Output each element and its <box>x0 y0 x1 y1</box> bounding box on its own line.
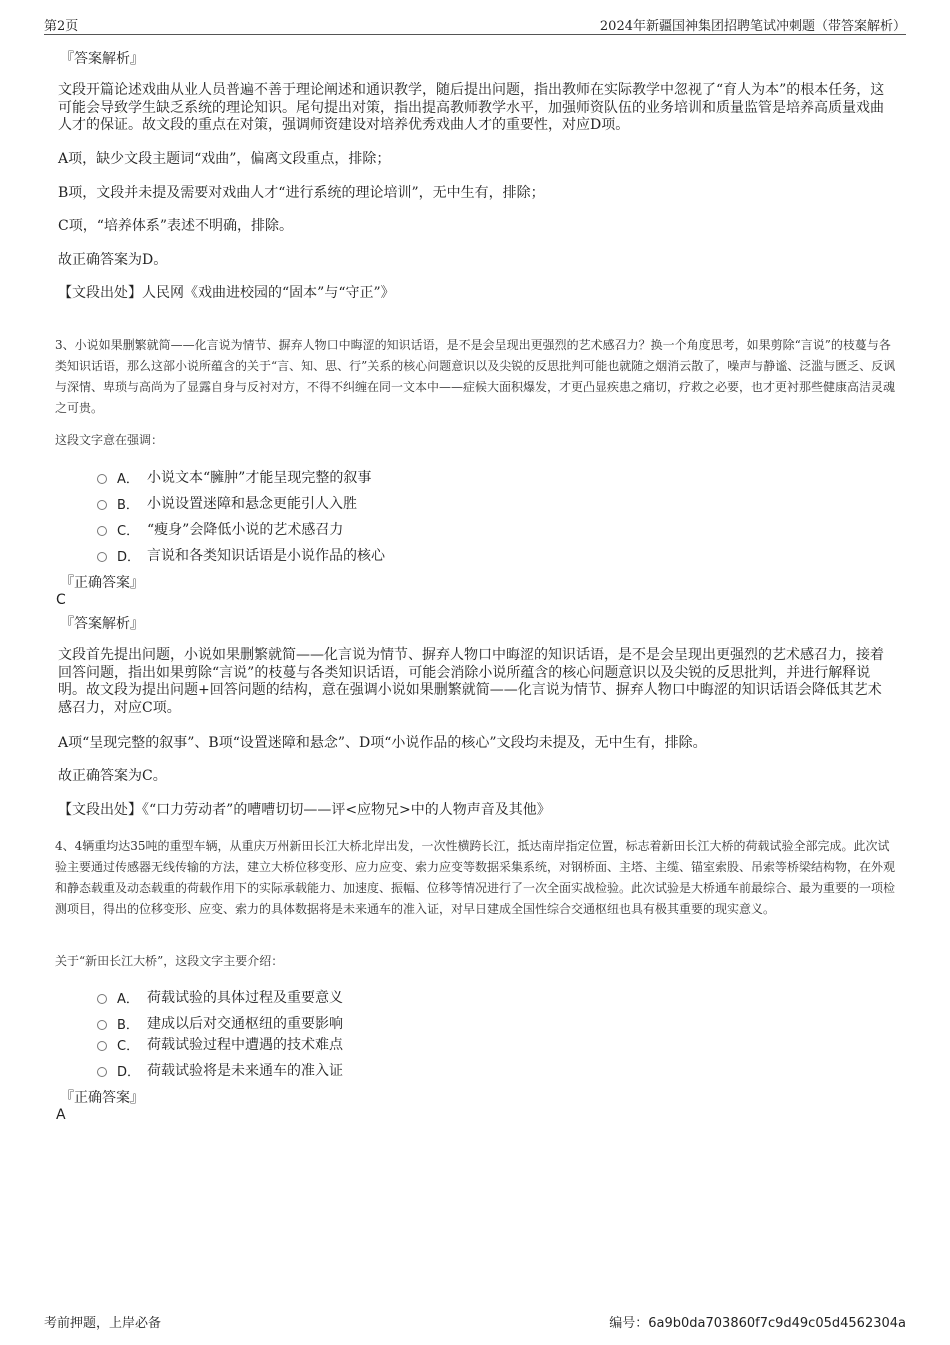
option-text: 建成以后对交通枢纽的重要影响 <box>147 1016 343 1032</box>
radio-icon[interactable] <box>97 1020 107 1030</box>
option-letter: A． <box>117 991 139 1007</box>
option-text: 荷载试验过程中遭遇的技术难点 <box>147 1037 343 1053</box>
radio-icon[interactable] <box>97 994 107 1004</box>
analysis-text: 文段首先提出问题，小说如果删繁就简——化言说为情节、摒弃人物口中晦涩的知识话语，是不是会呈现出更强烈的艺术感召力，接着回答问题，指出如果剪除“言说”的枝蔓与各类知识话语，可能会消除小说所蕴含的核心问题意识以及尖锐的反思批判，并进行解释说明。故文段为提出问题+回答问题的结构，意在强调小说如果删繁就简——化言说为情节、摒弃人物口中晦涩的知识话语会降低其艺术感召力，对应C项。 <box>58 647 884 716</box>
radio-icon[interactable] <box>97 552 107 562</box>
page-header <box>44 14 906 35</box>
footer-slogan: 考前押题，上岸必备 <box>44 1316 162 1331</box>
source-citation: 【文段出处】人民网《戏曲进校园的“固本”与“守正”》 <box>58 285 395 301</box>
radio-icon[interactable] <box>97 474 107 484</box>
option-text: 荷载试验将是未来通车的准入证 <box>147 1063 343 1079</box>
answer-conclusion: 故正确答案为D。 <box>58 252 168 268</box>
document-code: 编号：6a9b0da703860f7c9d49c05d4562304a <box>609 1316 906 1331</box>
question-3-prompt: 这段文字意在强调： <box>55 433 164 447</box>
radio-icon[interactable] <box>97 1041 107 1051</box>
q3-option-a[interactable] <box>97 467 371 487</box>
option-note: A项“呈现完整的叙事”、B项“设置迷障和悬念”、D项“小说作品的核心”文段均未提及，无中生有，排除。 <box>58 735 707 751</box>
page-footer <box>44 1312 906 1332</box>
page-number: 第2页 <box>44 19 79 34</box>
option-letter: D． <box>117 1064 141 1080</box>
q4-option-b[interactable] <box>97 1013 343 1033</box>
option-text: 小说文本“臃肿”才能呈现完整的叙事 <box>147 470 372 486</box>
correct-answer-label: 『正确答案』 <box>60 575 144 591</box>
q3-option-d[interactable] <box>97 545 385 565</box>
option-note-a: A项，缺少文段主题词“戏曲”，偏离文段重点，排除； <box>58 151 391 167</box>
option-note-c: C项，“培养体系”表述不明确，排除。 <box>58 218 294 234</box>
option-text: 小说设置迷障和悬念更能引人入胜 <box>147 496 357 512</box>
radio-icon[interactable] <box>97 1067 107 1077</box>
option-letter: D． <box>117 549 141 565</box>
q3-option-c[interactable] <box>97 519 343 539</box>
correct-answer: C <box>56 592 66 608</box>
option-text: “瘦身”会降低小说的艺术感召力 <box>147 522 344 538</box>
analysis-label: 『答案解析』 <box>60 616 144 632</box>
question-3-text: 3、小说如果删繁就简——化言说为情节、摒弃人物口中晦涩的知识话语，是不是会呈现出更强烈的艺术感召力？换一个角度思考，如果剪除“言说”的枝蔓与各类知识话语，那么这部小说所蕴含的关于“言、知、思、行”关系的核心问题意识以及尖锐的反思批判可能也就随之烟消云散了，噪声与静谧、泛滥与匮乏、反讽与深情、卑琐与高尚为了显露自身与反衬对方，不得不纠缠在同一文本中——症候大面积爆发，才更凸显疾患之痛切，疗救之必要，也才更衬那些健康高洁灵魂之可贵。 <box>55 338 896 415</box>
radio-icon[interactable] <box>97 500 107 510</box>
option-text: 言说和各类知识话语是小说作品的核心 <box>147 548 385 564</box>
q3-option-b[interactable] <box>97 493 357 513</box>
q4-option-d[interactable] <box>97 1060 343 1080</box>
option-letter: B． <box>117 1017 139 1033</box>
analysis-text: 文段开篇论述戏曲从业人员普遍不善于理论阐述和通识教学，随后提出问题，指出教师在实际教学中忽视了“育人为本”的根本任务，这可能会导致学生缺乏系统的理论知识。尾句提出对策，指出提高教师教学水平，加强师资队伍的业务培训和质量监管是培养高质量戏曲人才的保证。故文段的重点在对策，强调师资建设对培养优秀戏曲人才的重要性，对应D项。 <box>58 82 885 133</box>
correct-answer-label: 『正确答案』 <box>60 1090 144 1106</box>
question-4-prompt: 关于“新田长江大桥”，这段文字主要介绍： <box>55 954 284 968</box>
question-4-text: 4、4辆重均达35吨的重型车辆，从重庆万州新田长江大桥北岸出发，一次性横跨长江，抵达南岸指定位置，标志着新田长江大桥的荷载试验全部完成。此次试验主要通过传感器无线传输的方法，建立大桥位移变形、应力应变、索力应变等数据采集系统，对钢桥面、主塔、主缆、锚室索股、吊索等桥梁结构物，在外观和静态载重及动态载重的荷载作用下的实际承载能力、加速度、振幅、位移等情况进行了一次全面实战检验。此次试验是大桥通车前最综合、最为重要的一项检测项目，得出的位移变形、应变、索力的具体数据将是未来通车的准入证，对早日建成全国性综合交通枢纽也具有极其重要的现实意义。 <box>55 839 896 916</box>
option-text: 荷载试验的具体过程及重要意义 <box>147 990 343 1006</box>
analysis-label: 『答案解析』 <box>60 51 144 67</box>
q4-option-c[interactable] <box>97 1034 343 1054</box>
q4-option-a[interactable] <box>97 987 343 1007</box>
option-letter: A． <box>117 471 139 487</box>
option-note-b: B项，文段并未提及需要对戏曲人才“进行系统的理论培训”，无中生有，排除； <box>58 185 545 201</box>
option-letter: C． <box>117 523 140 539</box>
radio-icon[interactable] <box>97 526 107 536</box>
option-letter: B． <box>117 497 139 513</box>
document-title: 2024年新疆国神集团招聘笔试冲刺题（带答案解析） <box>599 19 906 34</box>
correct-answer: A <box>56 1107 66 1123</box>
source-citation: 【文段出处】《“口力劳动者”的嘈嘈切切——评<应物兄>中的人物声音及其他》 <box>58 802 551 818</box>
option-letter: C． <box>117 1038 140 1054</box>
answer-conclusion: 故正确答案为C。 <box>58 768 167 784</box>
